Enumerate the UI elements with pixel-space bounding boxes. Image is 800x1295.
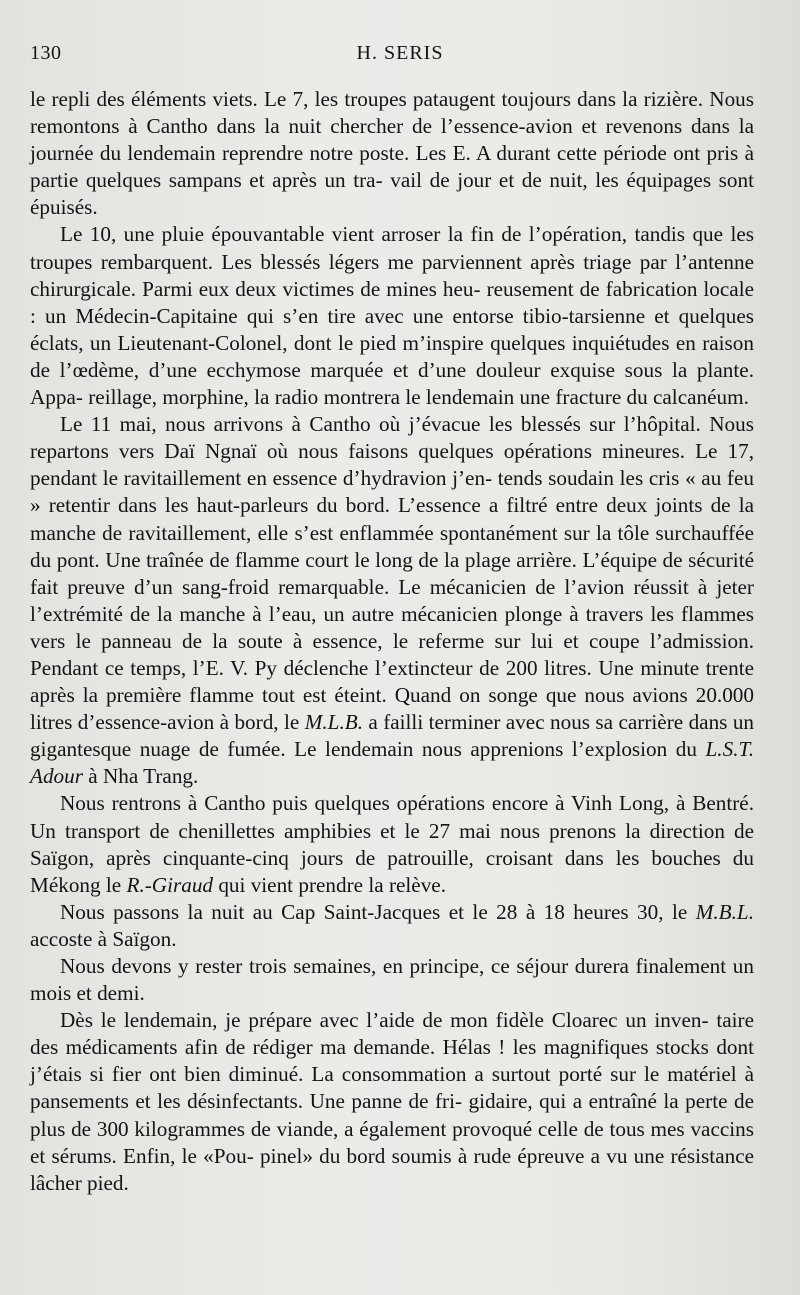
text-run: à Nha Trang. xyxy=(82,764,199,789)
paragraph xyxy=(30,411,754,790)
text-run: Dès le lendemain, je prépare avec l’aide de mon fidèle Cloarec un inven- taire des médicaments afin de rédiger ma demande. Hélas ! les magnifiques stocks dont j’étais si fier ont bien diminué. La consommation a surtout porté sur le matériel à pansements et les désinfectants. Une panne de fri- gidaire, qui a entraîné la perte de plus de 300 kilogrammes de viande, a également provoqué celle de tous mes vaccins et sérums. Enfin, le «Pou- pinel» du bord soumis à rude épreuve a vu une résistance lâcher pied. xyxy=(30,1008,754,1195)
paragraph xyxy=(30,221,754,411)
italic-text: M.B.L. xyxy=(695,899,754,924)
paragraph xyxy=(30,1007,754,1197)
italic-text: R.-Giraud xyxy=(126,872,214,897)
italic-text: L.S.T. Adour xyxy=(30,737,754,789)
text-run: accoste à Saïgon. xyxy=(30,926,177,951)
text-run: Nous passons la nuit au Cap Saint-Jacques et le 28 à 18 heures 30, le xyxy=(60,899,696,924)
running-head xyxy=(30,42,770,76)
text-run: Le 10, une pluie épouvantable vient arroser la fin de l’opération, tandis que les troupes rembarquent. Les blessés légers me parviennent après triage par l’antenne chirurgicale. Parmi eux deux victimes de mines heu- reusement de fabrication locale : un Médecin-Capitaine qui s’en tire avec une entorse tibio-tarsienne et quelques éclats, un Lieutenant-Colonel, dont le pied m’inspire quelques inquiétudes en raison de l’œdème, d’une ecchymose marquée et d’une douleur exquise sous la plante. Appa- reillage, morphine, la radio montrera le lendemain une fracture du calcanéum. xyxy=(30,222,754,410)
header-title: H. SERIS xyxy=(356,42,444,64)
paragraph xyxy=(30,790,754,898)
paragraph xyxy=(30,899,754,953)
text-run: a failli terminer avec nous sa carrière dans un gigantesque nuage de fumée. Le lendemain nous apprenions l’explosion du xyxy=(30,710,755,762)
text-run: qui vient prendre la relève. xyxy=(213,872,446,897)
body-text xyxy=(30,86,754,1197)
text-run: Le 11 mai, nous arrivons à Cantho où j’évacue les blessés sur l’hôpital. Nous repartons vers Daï Ngnaï où nous faisons quelques opérations mineures. Le 17, pendant le ravitaillement en essence d’hydravion j’en- tends soudain les cris « au feu » retentir dans les haut-parleurs du bord. L’essence a filtré entre deux joints de la manche de ravitaillement, elle s’est enflammée spontanément sur la tôle surchauffée du pont. Une traînée de flamme court le long de la plage arrière. L’équipe de sécurité fait preuve d’un sang-froid remarquable. Le mécanicien de l’avion réussit à jeter l’extrémité de la manche à l’eau, un autre mécanicien plonge à travers les flammes vers le panneau de la soute à essence, le referme sur lui et coupe l’admission. Pendant ce temps, l’E. V. Py déclenche l’extincteur de 200 litres. Une minute trente après la première flamme tout est éteint. Quand on songe que nous avions 20.000 litres d’essence-avion à bord, le xyxy=(30,412,754,735)
text-run: Nous rentrons à Cantho puis quelques opérations encore à Vinh Long, à Bentré. Un transport de chenillettes amphibies et le 27 mai nous prenons la direction de Saïgon, après cinquante-cinq jours de patrouille, croisant dans les bouches du Mékong le xyxy=(30,791,754,897)
paragraph xyxy=(30,86,754,221)
italic-text: M.L.B. xyxy=(304,710,363,735)
paragraph xyxy=(30,953,754,1007)
text-run: Nous devons y rester trois semaines, en principe, ce séjour durera finalement un mois et demi. xyxy=(30,954,754,1006)
page-number: 130 xyxy=(30,42,62,64)
text-run: le repli des éléments viets. Le 7, les troupes pataugent toujours dans la rizière. Nous remontons à Cantho dans la nuit chercher de l’essence-avion et revenons dans la journée du lendemain reprendre notre poste. Les E. A durant cette période ont pris à partie quelques sampans et après un tra- vail de jour et de nuit, les équipages sont épuisés. xyxy=(30,87,754,220)
